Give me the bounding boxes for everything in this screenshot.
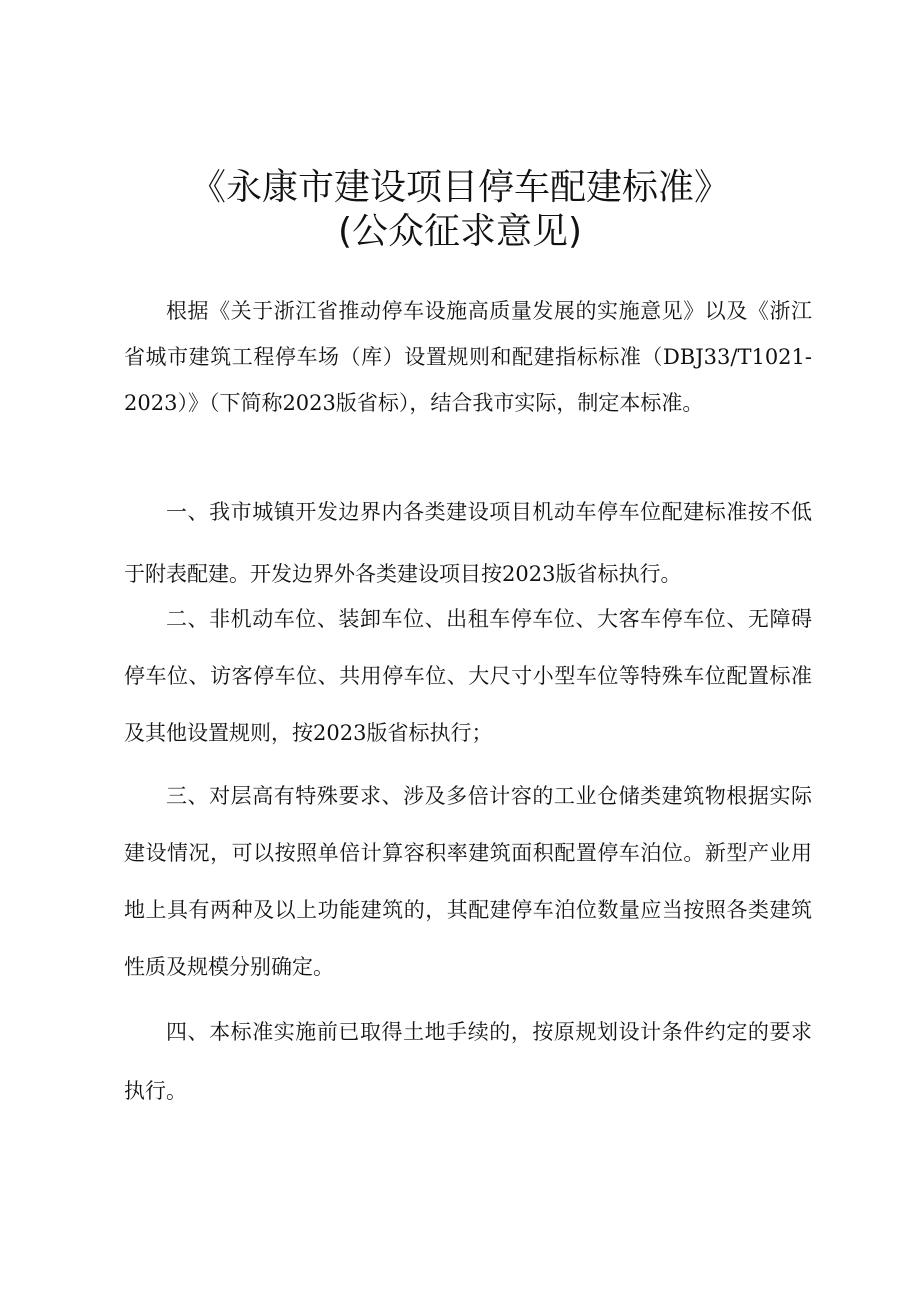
document-title: 《永康市建设项目停车配建标准》: [189, 167, 730, 208]
clause-3-paragraph: 三、对层高有特殊要求、涉及多倍计容的工业仓储类建筑物根据实际建设情况，可以按照单倍计算容积率建筑面积配置停车泊位。新型产业用地上具有两种及以上功能建筑的，其配建停车泊位数量应当按照各类建筑性质及规模分别确定。: [124, 784, 812, 979]
clause-2-paragraph: 二、非机动车位、装卸车位、出租车停车位、大客车停车位、无障碍停车位、访客停车位、共用停车位、大尺寸小型车位等特殊车位配置标准及其他设置规则，按2023版省标执行；: [124, 607, 812, 745]
intro-paragraph: 根据《关于浙江省推动停车设施高质量发展的实施意见》以及《浙江省城市建筑工程停车场（库）设置规则和配建指标标准（DBJ33/T1021-2023）》（下简称2023版省标），结合我市实际，制定本标准。: [124, 299, 812, 415]
clause-1-paragraph: 一、我市城镇开发边界内各类建设项目机动车停车位配建标准按不低于附表配建。开发边界外各类建设项目按2023版省标执行。: [124, 500, 812, 586]
document-subtitle: (公众征求意见): [337, 211, 583, 252]
clause-4-paragraph: 四、本标准实施前已取得土地手续的，按原规划设计条件约定的要求执行。: [124, 1020, 812, 1103]
